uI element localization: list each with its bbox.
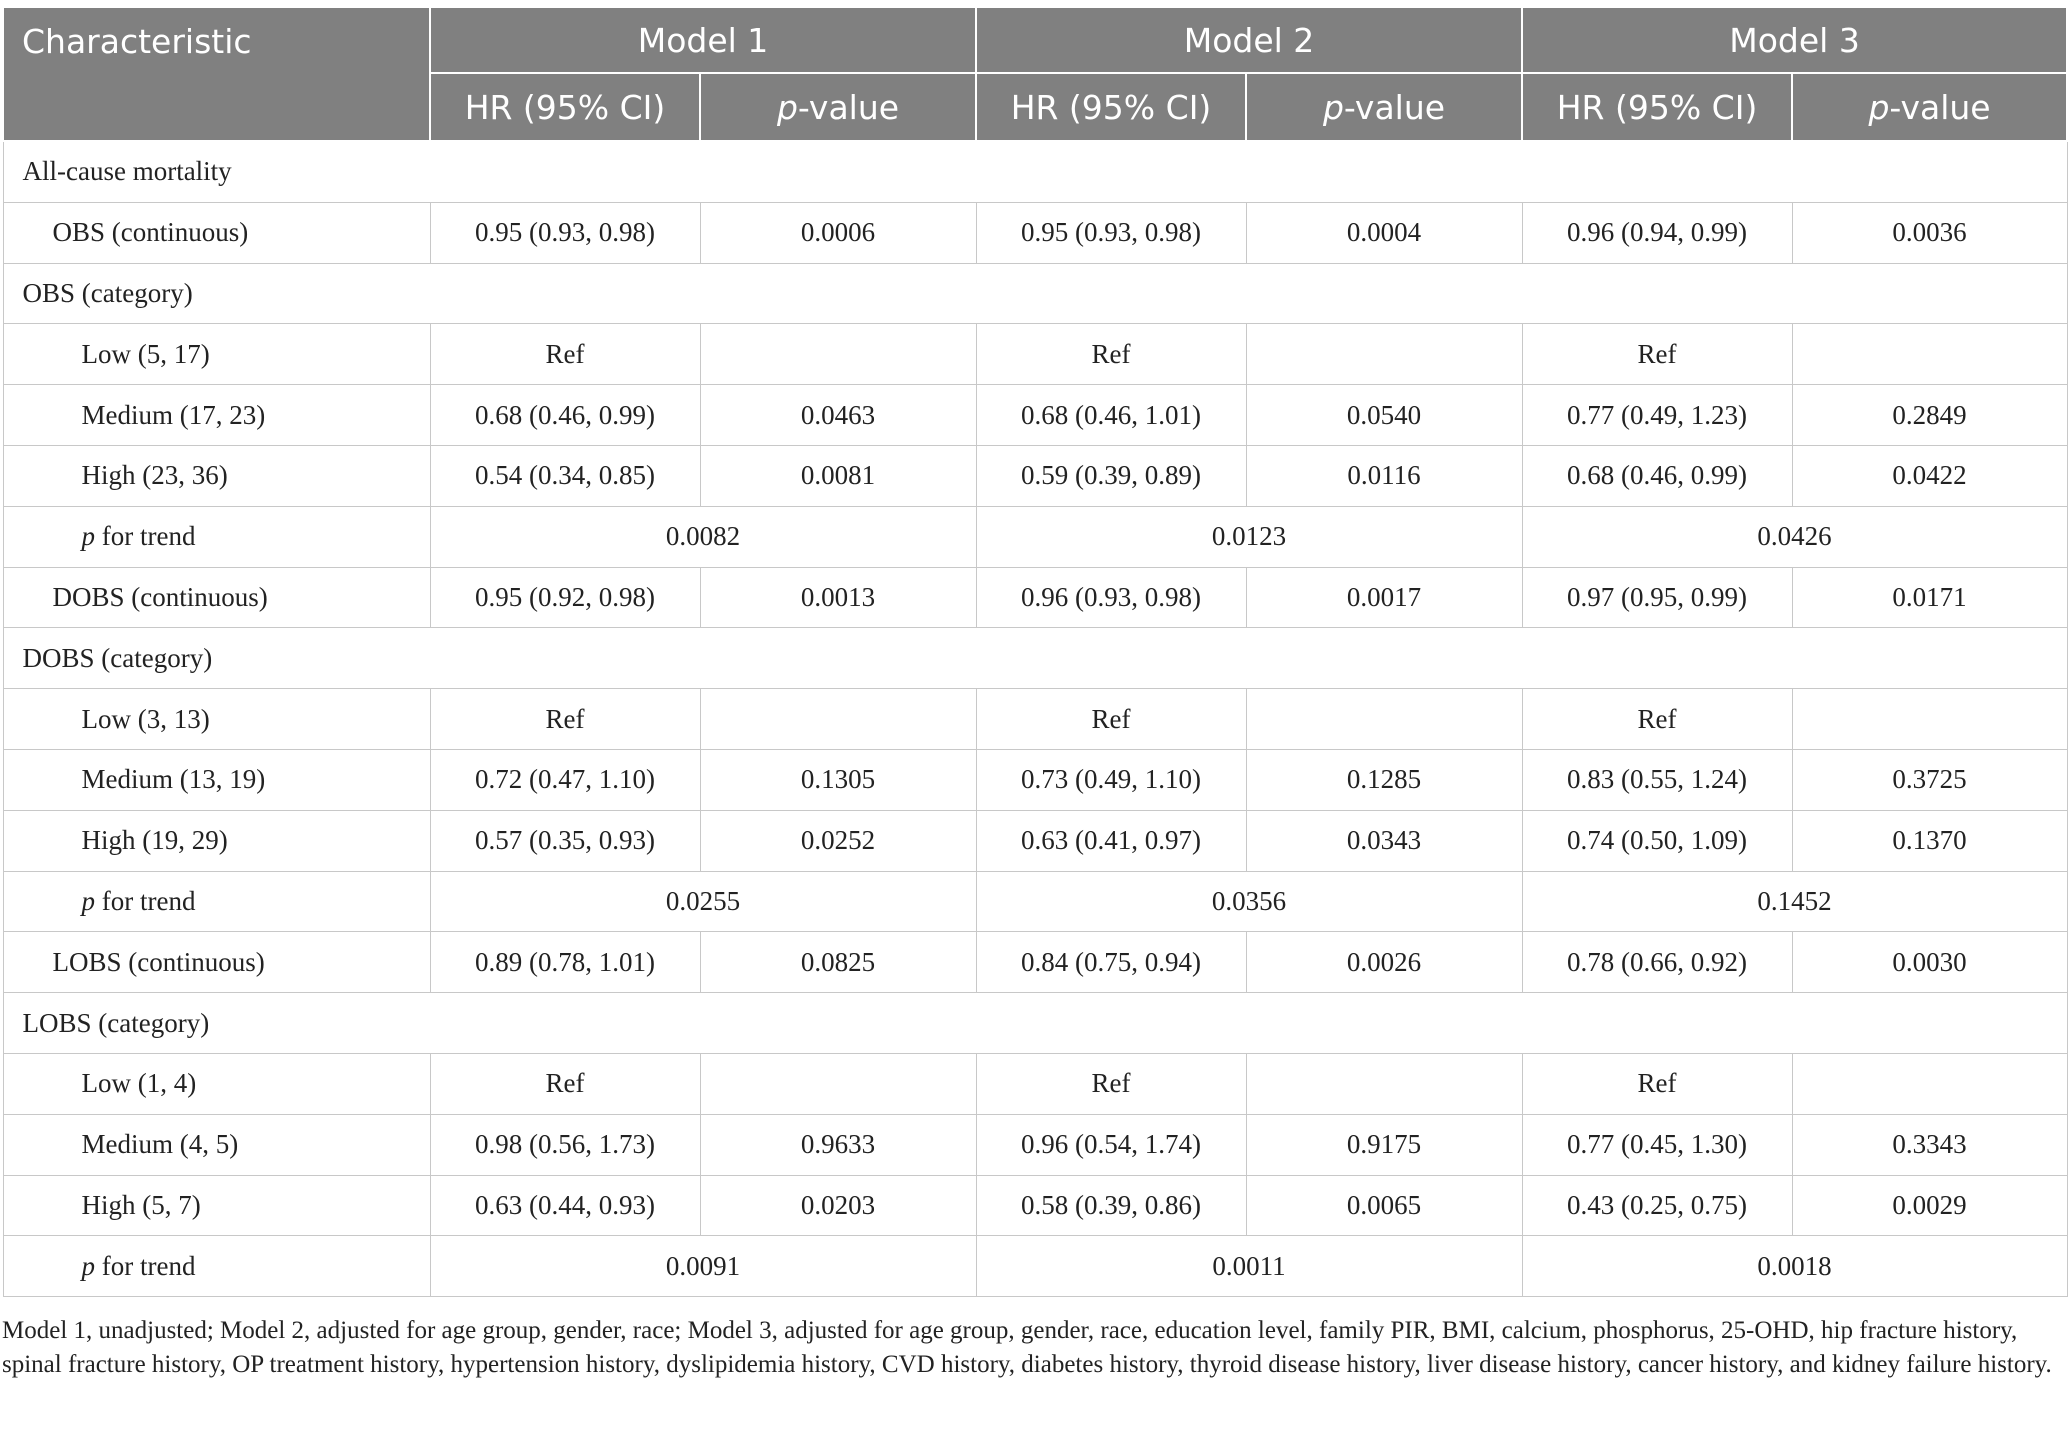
hr-cell: Ref bbox=[976, 1053, 1246, 1114]
p-value-cell: 0.0081 bbox=[700, 445, 976, 506]
table-row bbox=[3, 385, 2067, 446]
hr-cell: 0.96 (0.94, 0.99) bbox=[1522, 202, 1792, 263]
p-value-cell bbox=[1792, 689, 2067, 750]
hr-cell: Ref bbox=[430, 689, 700, 750]
p-value-cell: 0.3343 bbox=[1792, 1114, 2067, 1175]
p-value-cell: 0.0463 bbox=[700, 385, 976, 446]
p-trend-cell: 0.0082 bbox=[430, 506, 976, 567]
p-value-cell: 0.3725 bbox=[1792, 749, 2067, 810]
hr-cell: 0.59 (0.39, 0.89) bbox=[976, 445, 1246, 506]
p-value-cell bbox=[700, 324, 976, 385]
row-label: Medium (13, 19) bbox=[3, 749, 430, 810]
hr-cell: 0.98 (0.56, 1.73) bbox=[430, 1114, 700, 1175]
hr-cell: 0.68 (0.46, 0.99) bbox=[430, 385, 700, 446]
p-trend-cell: 0.0011 bbox=[976, 1236, 1522, 1297]
model-2-header: Model 2 bbox=[976, 7, 1522, 73]
table-row bbox=[3, 567, 2067, 628]
trend-label bbox=[3, 1236, 430, 1297]
p-value-cell bbox=[700, 1053, 976, 1114]
row-label: Medium (4, 5) bbox=[3, 1114, 430, 1175]
p-italic: p bbox=[81, 885, 95, 916]
hr-cell: 0.96 (0.93, 0.98) bbox=[976, 567, 1246, 628]
section-label: DOBS (category) bbox=[3, 628, 2067, 689]
p-trend-cell: 0.0255 bbox=[430, 871, 976, 932]
table-row bbox=[3, 749, 2067, 810]
trend-label bbox=[3, 506, 430, 567]
p-value-suffix: -value bbox=[797, 87, 900, 127]
hr-cell: 0.95 (0.92, 0.98) bbox=[430, 567, 700, 628]
trend-row bbox=[3, 506, 2067, 567]
p-italic: p bbox=[81, 521, 95, 552]
row-label: Low (3, 13) bbox=[3, 689, 430, 750]
hr-cell: Ref bbox=[1522, 689, 1792, 750]
p-value-cell: 0.0017 bbox=[1246, 567, 1522, 628]
p-value-cell: 0.0013 bbox=[700, 567, 976, 628]
hr-cell: 0.97 (0.95, 0.99) bbox=[1522, 567, 1792, 628]
hr-cell: 0.68 (0.46, 0.99) bbox=[1522, 445, 1792, 506]
table-header bbox=[3, 7, 2067, 141]
row-label: Medium (17, 23) bbox=[3, 385, 430, 446]
p-value-cell bbox=[1792, 324, 2067, 385]
table-row bbox=[3, 689, 2067, 750]
p-value-cell: 0.0252 bbox=[700, 810, 976, 871]
hr-cell: 0.78 (0.66, 0.92) bbox=[1522, 932, 1792, 993]
model-1-p-value-header bbox=[700, 73, 976, 141]
row-label: Low (5, 17) bbox=[3, 324, 430, 385]
hr-cell: Ref bbox=[976, 324, 1246, 385]
row-label: High (23, 36) bbox=[3, 445, 430, 506]
p-italic: p bbox=[1322, 87, 1344, 127]
table-row bbox=[3, 1175, 2067, 1236]
p-italic: p bbox=[81, 1250, 95, 1281]
p-value-cell bbox=[1246, 689, 1522, 750]
hr-cell: 0.63 (0.41, 0.97) bbox=[976, 810, 1246, 871]
section-row bbox=[3, 263, 2067, 324]
p-value-cell: 0.0030 bbox=[1792, 932, 2067, 993]
hr-cell: 0.57 (0.35, 0.93) bbox=[430, 810, 700, 871]
trend-row bbox=[3, 871, 2067, 932]
model-1-hr-header: HR (95% CI) bbox=[430, 73, 700, 141]
model-3-hr-header: HR (95% CI) bbox=[1522, 73, 1792, 141]
section-label: All-cause mortality bbox=[3, 141, 2067, 202]
section-label: LOBS (category) bbox=[3, 993, 2067, 1054]
row-label: LOBS (continuous) bbox=[3, 932, 430, 993]
hr-cell: 0.96 (0.54, 1.74) bbox=[976, 1114, 1246, 1175]
p-trend-cell: 0.0356 bbox=[976, 871, 1522, 932]
p-value-cell: 0.9175 bbox=[1246, 1114, 1522, 1175]
row-label: High (19, 29) bbox=[3, 810, 430, 871]
results-table-container bbox=[2, 6, 2066, 1297]
p-value-cell: 0.0825 bbox=[700, 932, 976, 993]
table-row bbox=[3, 445, 2067, 506]
p-value-cell bbox=[1246, 324, 1522, 385]
hr-cell: 0.73 (0.49, 1.10) bbox=[976, 749, 1246, 810]
hr-cell: 0.95 (0.93, 0.98) bbox=[430, 202, 700, 263]
p-value-cell bbox=[1246, 1053, 1522, 1114]
section-label: OBS (category) bbox=[3, 263, 2067, 324]
p-value-cell: 0.0116 bbox=[1246, 445, 1522, 506]
p-value-cell bbox=[1792, 1053, 2067, 1114]
table-row bbox=[3, 1114, 2067, 1175]
section-row bbox=[3, 993, 2067, 1054]
p-value-cell: 0.0036 bbox=[1792, 202, 2067, 263]
model-3-p-value-header bbox=[1792, 73, 2067, 141]
model-2-hr-header: HR (95% CI) bbox=[976, 73, 1246, 141]
p-value-cell: 0.0029 bbox=[1792, 1175, 2067, 1236]
p-value-cell: 0.9633 bbox=[700, 1114, 976, 1175]
p-value-cell: 0.0540 bbox=[1246, 385, 1522, 446]
hr-cell: Ref bbox=[430, 324, 700, 385]
p-value-cell: 0.1305 bbox=[700, 749, 976, 810]
p-italic: p bbox=[776, 87, 798, 127]
hr-cell: Ref bbox=[1522, 1053, 1792, 1114]
p-value-cell: 0.1285 bbox=[1246, 749, 1522, 810]
p-value-cell: 0.0422 bbox=[1792, 445, 2067, 506]
row-label: DOBS (continuous) bbox=[3, 567, 430, 628]
table-footnote: Model 1, unadjusted; Model 2, adjusted for age group, gender, race; Model 3, adjusted for age group, gender, race, education level, family PIR, BMI, calcium, phosphorus, 25-OHD, hip fracture history, spinal fracture history, OP treatment history, hypertension history, dyslipidemia history, CVD history, diabetes history, thyroid disease history, liver disease history, cancer history, and kidney failure history. bbox=[2, 1317, 2052, 1378]
hr-cell: 0.77 (0.49, 1.23) bbox=[1522, 385, 1792, 446]
row-label: High (5, 7) bbox=[3, 1175, 430, 1236]
row-label: Low (1, 4) bbox=[3, 1053, 430, 1114]
hr-cell: Ref bbox=[430, 1053, 700, 1114]
table-row bbox=[3, 324, 2067, 385]
hr-cell: 0.68 (0.46, 1.01) bbox=[976, 385, 1246, 446]
model-3-header: Model 3 bbox=[1522, 7, 2067, 73]
p-italic: p bbox=[1868, 87, 1890, 127]
p-trend-cell: 0.0018 bbox=[1522, 1236, 2067, 1297]
hr-cell: 0.77 (0.45, 1.30) bbox=[1522, 1114, 1792, 1175]
table-row bbox=[3, 1053, 2067, 1114]
p-value-cell: 0.0006 bbox=[700, 202, 976, 263]
section-row bbox=[3, 628, 2067, 689]
characteristic-header: Characteristic bbox=[3, 7, 430, 141]
p-value-cell: 0.0203 bbox=[700, 1175, 976, 1236]
hr-cell: 0.95 (0.93, 0.98) bbox=[976, 202, 1246, 263]
p-value-cell: 0.0004 bbox=[1246, 202, 1522, 263]
p-value-suffix: -value bbox=[1343, 87, 1446, 127]
row-label: OBS (continuous) bbox=[3, 202, 430, 263]
p-value-cell: 0.0171 bbox=[1792, 567, 2067, 628]
table-body bbox=[3, 141, 2067, 1297]
hr-cell: 0.84 (0.75, 0.94) bbox=[976, 932, 1246, 993]
hr-cell: 0.58 (0.39, 0.86) bbox=[976, 1175, 1246, 1236]
hr-cell: 0.74 (0.50, 1.09) bbox=[1522, 810, 1792, 871]
model-2-p-value-header bbox=[1246, 73, 1522, 141]
p-trend-cell: 0.0091 bbox=[430, 1236, 976, 1297]
hr-cell: 0.83 (0.55, 1.24) bbox=[1522, 749, 1792, 810]
hr-cell: 0.72 (0.47, 1.10) bbox=[430, 749, 700, 810]
hr-cell: 0.54 (0.34, 0.85) bbox=[430, 445, 700, 506]
p-value-cell: 0.0026 bbox=[1246, 932, 1522, 993]
p-value-cell: 0.0065 bbox=[1246, 1175, 1522, 1236]
hr-cell: 0.63 (0.44, 0.93) bbox=[430, 1175, 700, 1236]
trend-row bbox=[3, 1236, 2067, 1297]
table-row bbox=[3, 202, 2067, 263]
section-row bbox=[3, 141, 2067, 202]
hr-cell: 0.43 (0.25, 0.75) bbox=[1522, 1175, 1792, 1236]
model-1-header: Model 1 bbox=[430, 7, 976, 73]
p-value-cell: 0.0343 bbox=[1246, 810, 1522, 871]
trend-label bbox=[3, 871, 430, 932]
trend-suffix: for trend bbox=[95, 521, 196, 552]
p-trend-cell: 0.1452 bbox=[1522, 871, 2067, 932]
p-value-cell: 0.2849 bbox=[1792, 385, 2067, 446]
p-value-cell bbox=[700, 689, 976, 750]
p-trend-cell: 0.0123 bbox=[976, 506, 1522, 567]
p-value-cell: 0.1370 bbox=[1792, 810, 2067, 871]
hr-cell: 0.89 (0.78, 1.01) bbox=[430, 932, 700, 993]
hazard-ratio-table bbox=[2, 6, 2068, 1297]
hr-cell: Ref bbox=[1522, 324, 1792, 385]
p-trend-cell: 0.0426 bbox=[1522, 506, 2067, 567]
trend-suffix: for trend bbox=[95, 1250, 196, 1281]
hr-cell: Ref bbox=[976, 689, 1246, 750]
table-row bbox=[3, 932, 2067, 993]
trend-suffix: for trend bbox=[95, 885, 196, 916]
p-value-suffix: -value bbox=[1889, 87, 1991, 127]
table-row bbox=[3, 810, 2067, 871]
